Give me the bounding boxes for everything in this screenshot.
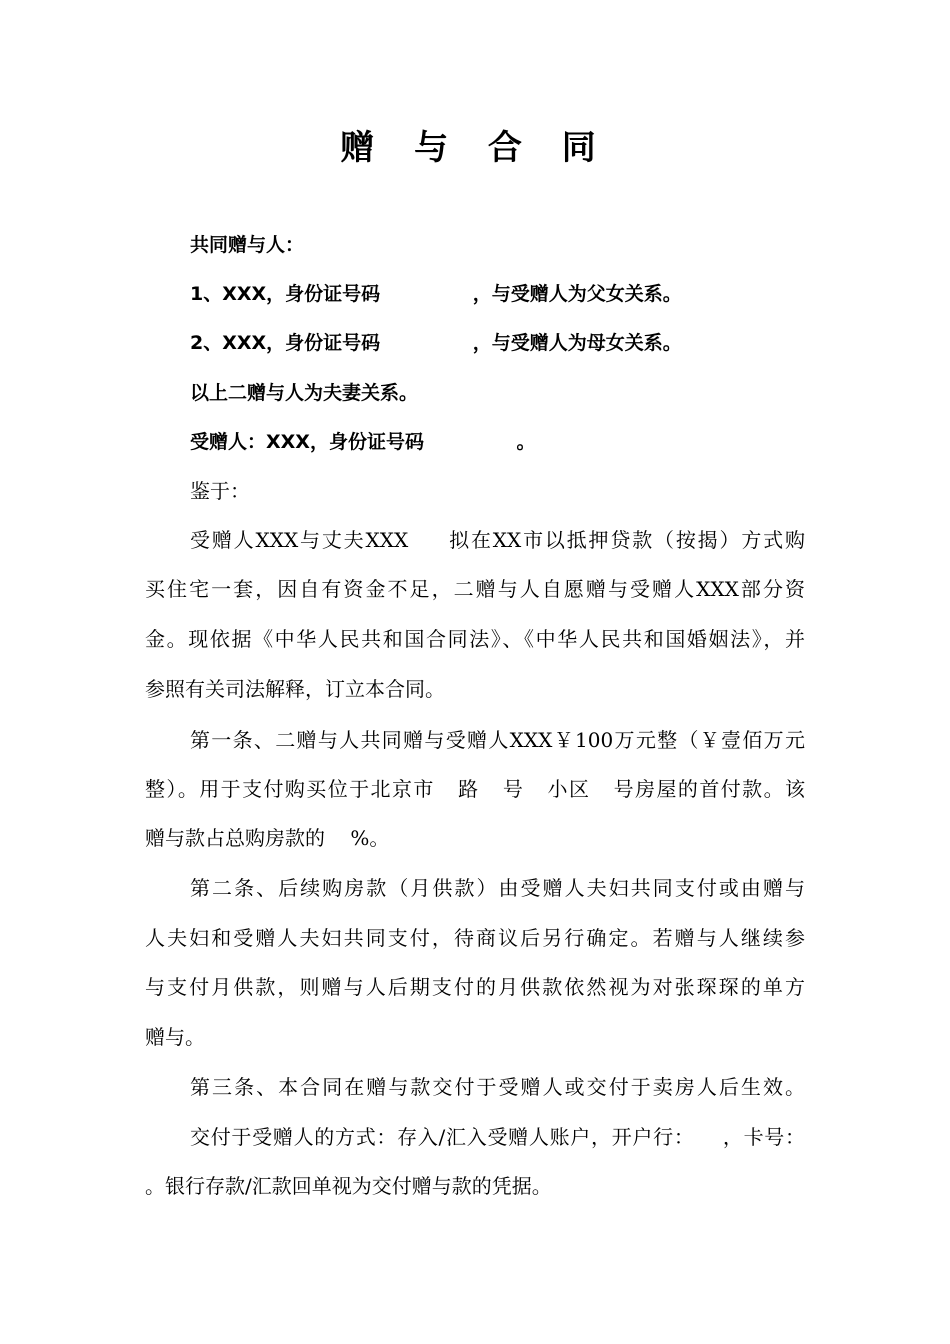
paragraph-line: 买住宅一套，因自有资金不足，二赠与人自愿赠与受赠人XXX部分资 [145, 577, 805, 601]
donor-2: 2、XXX，身份证号码 ，与受赠人为母女关系。 [190, 332, 682, 354]
article-2-line: 与支付月供款，则赠与人后期支付的月供款依然视为对张琛琛的单方 [145, 975, 805, 999]
co-donors-heading: 共同赠与人： [190, 234, 305, 256]
article-1-line: 赠与款占总购房款的 %。 [145, 826, 390, 850]
payment-method-line: 。银行存款/汇款回单视为交付赠与款的凭据。 [145, 1174, 552, 1198]
paragraph-line: 受赠人XXX与丈夫XXX 拟在XX市以抵押贷款（按揭）方式购 [190, 528, 805, 552]
donors-relation: 以上二赠与人为夫妻关系。 [190, 382, 419, 404]
paragraph-line: 参照有关司法解释，订立本合同。 [145, 677, 445, 701]
article-3-line: 第三条、本合同在赠与款交付于受赠人或交付于卖房人后生效。 [190, 1075, 805, 1099]
article-1-line: 第一条、二赠与人共同赠与受赠人XXX￥100万元整（￥壹佰万元 [190, 728, 805, 752]
article-2-line: 人夫妇和受赠人夫妇共同支付，待商议后另行确定。若赠与人继续参 [145, 926, 805, 950]
article-2-line: 第二条、后续购房款（月供款）由受赠人夫妇共同支付或由赠与 [190, 876, 805, 900]
donor-1: 1、XXX，身份证号码 ，与受赠人为父女关系。 [190, 283, 682, 305]
document-title: 赠 与 合 同 [340, 128, 610, 168]
article-2-line: 赠与。 [145, 1025, 205, 1049]
article-1-line: 整）。用于支付购买位于北京市 路 号 小区 号房屋的首付款。该 [145, 777, 805, 801]
payment-method-line: 交付于受赠人的方式：存入/汇入受赠人账户，开户行： ，卡号： [190, 1125, 805, 1149]
donee: 受赠人：XXX，身份证号码 。 [190, 431, 536, 453]
whereas-heading: 鉴于： [190, 479, 250, 503]
paragraph-line: 金。现依据《中华人民共和国合同法》、《中华人民共和国婚姻法》，并 [145, 627, 805, 651]
